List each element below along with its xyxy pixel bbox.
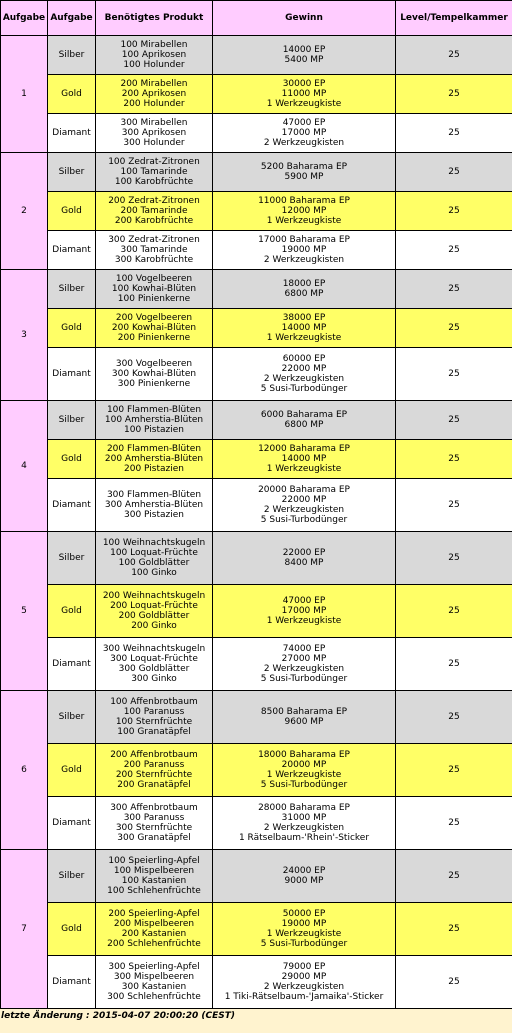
produkt-cell-line: 200 Zedrat-Zitronen	[108, 196, 200, 206]
gewinn-cell	[213, 638, 395, 690]
produkt-cell	[96, 348, 212, 400]
gewinn-cell-line: 38000 EP	[282, 313, 326, 323]
level-cell: 25	[396, 797, 512, 849]
gewinn-cell-line: 19000 MP	[281, 245, 327, 255]
gewinn-cell	[213, 401, 395, 439]
level-cell: 25	[396, 309, 512, 347]
produkt-cell	[96, 270, 212, 308]
produkt-cell-line: 300 Weihnachtskugeln	[102, 644, 206, 654]
produkt-cell-line: 100 Vogelbeeren	[115, 274, 193, 284]
produkt-cell	[96, 585, 212, 637]
tier-cell: Silber	[48, 153, 95, 191]
gewinn-cell-line: 27000 MP	[281, 654, 327, 664]
table-row	[1, 36, 512, 74]
gewinn-cell-line: 18000 Baharama EP	[258, 750, 350, 760]
produkt-cell-line: 200 Weihnachtskugeln	[102, 591, 206, 601]
produkt-cell	[96, 638, 212, 690]
gewinn-cell-line: 74000 EP	[282, 644, 326, 654]
produkt-cell-line: 100 Flammen-Blüten	[106, 405, 202, 415]
produkt-cell	[96, 956, 212, 1008]
gewinn-cell-line: 20000 MP	[281, 760, 327, 770]
gewinn-cell-line: 6800 MP	[284, 289, 324, 299]
gewinn-cell-line: 2 Werkzeugkisten	[263, 138, 345, 148]
gewinn-cell-line: 20000 Baharama EP	[258, 485, 350, 495]
table-row	[1, 638, 512, 690]
gewinn-cell-line: 22000 EP	[282, 548, 326, 558]
produkt-cell-line: 300 Granatäpfel	[117, 833, 191, 843]
produkt-cell-line: 200 Speierling-Apfel	[108, 909, 200, 919]
level-cell: 25	[396, 532, 512, 584]
gewinn-cell	[213, 309, 395, 347]
tier-cell: Gold	[48, 585, 95, 637]
produkt-cell-line: 200 Tamarinde	[120, 206, 188, 216]
level-cell: 25	[396, 114, 512, 152]
gewinn-cell-line: 5 Susi-Turbodünger	[260, 515, 348, 525]
produkt-cell-line: 100 Amherstia-Blüten	[104, 415, 204, 425]
produkt-cell-line: 300 Kastanien	[121, 982, 187, 992]
tier-cell: Silber	[48, 36, 95, 74]
level-cell: 25	[396, 585, 512, 637]
tier-cell: Silber	[48, 270, 95, 308]
gewinn-cell-line: 2 Werkzeugkisten	[263, 255, 345, 265]
table-row	[1, 691, 512, 743]
table-body	[1, 36, 512, 1008]
produkt-cell-line: 100 Schlehenfrüchte	[107, 886, 201, 896]
gewinn-cell-line: 14000 EP	[282, 45, 326, 55]
level-cell: 25	[396, 744, 512, 796]
gewinn-cell	[213, 850, 395, 902]
produkt-cell-line: 100 Mispelbeeren	[113, 866, 195, 876]
produkt-cell	[96, 36, 212, 74]
gewinn-cell-line: 47000 EP	[282, 118, 326, 128]
table-row	[1, 585, 512, 637]
gewinn-cell-line: 17000 Baharama EP	[258, 235, 350, 245]
gewinn-cell-line: 2 Werkzeugkisten	[263, 823, 345, 833]
tier-cell: Diamant	[48, 956, 95, 1008]
produkt-cell	[96, 114, 212, 152]
produkt-cell	[96, 532, 212, 584]
gewinn-cell-line: 8400 MP	[284, 558, 324, 568]
gewinn-cell-line: 5 Susi-Turbodünger	[260, 939, 348, 949]
produkt-cell-line: 100 Tamarinde	[120, 167, 188, 177]
produkt-cell	[96, 691, 212, 743]
gewinn-cell	[213, 797, 395, 849]
level-cell: 25	[396, 638, 512, 690]
gewinn-cell-line: 5900 MP	[284, 172, 324, 182]
produkt-cell	[96, 797, 212, 849]
gewinn-cell-line: 1 Rätselbaum-'Rhein'-Sticker	[238, 833, 370, 843]
produkt-cell-line: 200 Mispelbeeren	[113, 919, 195, 929]
gewinn-cell	[213, 691, 395, 743]
produkt-cell-line: 100 Karobfrüchte	[114, 177, 194, 187]
gewinn-cell	[213, 585, 395, 637]
gewinn-cell-line: 19000 MP	[281, 919, 327, 929]
table-row	[1, 440, 512, 478]
produkt-cell-line: 300 Ginko	[131, 674, 177, 684]
tier-cell: Diamant	[48, 479, 95, 531]
gewinn-cell-line: 6800 MP	[284, 420, 324, 430]
table-row	[1, 850, 512, 902]
produkt-cell-line: 300 Mispelbeeren	[113, 972, 195, 982]
tier-cell: Gold	[48, 744, 95, 796]
gewinn-cell-line: 17000 MP	[281, 606, 327, 616]
gewinn-cell-line: 1 Werkzeugkiste	[266, 333, 342, 343]
level-cell: 25	[396, 153, 512, 191]
level-cell: 25	[396, 401, 512, 439]
produkt-cell-line: 200 Pinienkerne	[117, 333, 191, 343]
gewinn-cell-line: 11000 Baharama EP	[258, 196, 350, 206]
header-aufgabe-tier: Aufgabe	[48, 1, 95, 35]
header-level: Level/Tempelkammer	[396, 1, 512, 35]
produkt-cell-line: 100 Loquat-Früchte	[110, 548, 198, 558]
table-row	[1, 75, 512, 113]
last-modified: letzte Änderung : 2015-04-07 20:00:20 (CEST)	[1, 1011, 235, 1021]
level-cell: 25	[396, 348, 512, 400]
tier-cell: Gold	[48, 192, 95, 230]
produkt-cell	[96, 744, 212, 796]
produkt-cell-line: 100 Speierling-Apfel	[108, 856, 200, 866]
produkt-cell-line: 300 Pistazien	[124, 510, 184, 520]
gewinn-cell-line: 79000 EP	[282, 962, 326, 972]
produkt-cell-line: 200 Flammen-Blüten	[106, 444, 202, 454]
tier-cell: Silber	[48, 532, 95, 584]
produkt-cell-line: 300 Pinienkerne	[117, 379, 191, 389]
gewinn-cell-line: 12000 Baharama EP	[258, 444, 350, 454]
header-gewinn: Gewinn	[213, 1, 395, 35]
gewinn-cell-line: 47000 EP	[282, 596, 326, 606]
produkt-cell-line: 100 Granatäpfel	[117, 727, 191, 737]
gewinn-cell	[213, 75, 395, 113]
gewinn-cell-line: 18000 EP	[282, 279, 326, 289]
gewinn-cell-line: 1 Werkzeugkiste	[266, 99, 342, 109]
gewinn-cell-line: 11000 MP	[281, 89, 327, 99]
header-row	[1, 1, 512, 35]
produkt-cell-line: 100 Pinienkerne	[117, 294, 191, 304]
tier-cell: Diamant	[48, 638, 95, 690]
header-produkt: Benötigtes Produkt	[96, 1, 212, 35]
gewinn-cell	[213, 956, 395, 1008]
gewinn-cell-line: 1 Werkzeugkiste	[266, 616, 342, 626]
gewinn-cell-line: 28000 Baharama EP	[258, 803, 350, 813]
level-cell: 25	[396, 75, 512, 113]
aufgabe-number: 6	[1, 691, 47, 849]
table-row	[1, 309, 512, 347]
produkt-cell-line: 300 Vogelbeeren	[115, 359, 193, 369]
produkt-cell-line: 200 Aprikosen	[121, 89, 187, 99]
produkt-cell-line: 100 Mirabellen	[120, 40, 188, 50]
gewinn-cell	[213, 231, 395, 269]
produkt-cell-line: 300 Kowhai-Blüten	[111, 369, 197, 379]
gewinn-cell	[213, 903, 395, 955]
produkt-cell-line: 300 Zedrat-Zitronen	[108, 235, 200, 245]
gewinn-cell-line: 8500 Baharama EP	[260, 707, 348, 717]
table-row	[1, 153, 512, 191]
gewinn-cell	[213, 348, 395, 400]
gewinn-cell-line: 1 Tiki-Rätselbaum-'Jamaika'-Sticker	[224, 992, 384, 1002]
gewinn-cell-line: 29000 MP	[281, 972, 327, 982]
level-cell: 25	[396, 479, 512, 531]
produkt-cell	[96, 192, 212, 230]
tier-cell: Diamant	[48, 114, 95, 152]
gewinn-cell	[213, 744, 395, 796]
table-row	[1, 956, 512, 1008]
level-cell: 25	[396, 36, 512, 74]
gewinn-cell	[213, 270, 395, 308]
gewinn-cell-line: 5200 Baharama EP	[260, 162, 348, 172]
produkt-cell-line: 200 Pistazien	[124, 464, 184, 474]
tier-cell: Silber	[48, 401, 95, 439]
produkt-cell	[96, 479, 212, 531]
produkt-cell-line: 300 Karobfrüchte	[114, 255, 194, 265]
table-row	[1, 532, 512, 584]
gewinn-cell-line: 2 Werkzeugkisten	[263, 505, 345, 515]
gewinn-cell-line: 6000 Baharama EP	[260, 410, 348, 420]
produkt-cell-line: 300 Aprikosen	[121, 128, 187, 138]
table-row	[1, 479, 512, 531]
gewinn-cell-line: 5 Susi-Turbodünger	[260, 674, 348, 684]
gewinn-cell-line: 1 Werkzeugkiste	[266, 464, 342, 474]
gewinn-cell-line: 1 Werkzeugkiste	[266, 770, 342, 780]
table-row	[1, 903, 512, 955]
produkt-cell-line: 100 Holunder	[123, 60, 185, 70]
produkt-cell	[96, 850, 212, 902]
gewinn-cell-line: 22000 MP	[281, 495, 327, 505]
gewinn-cell-line: 60000 EP	[282, 354, 326, 364]
produkt-cell-line: 300 Paranuss	[123, 813, 185, 823]
aufgabe-number: 4	[1, 401, 47, 531]
produkt-cell-line: 300 Tamarinde	[120, 245, 188, 255]
gewinn-cell-line: 30000 EP	[282, 79, 326, 89]
produkt-cell-line: 100 Sternfrüchte	[115, 717, 193, 727]
tier-cell: Diamant	[48, 797, 95, 849]
produkt-cell-line: 200 Kowhai-Blüten	[111, 323, 197, 333]
tier-cell: Diamant	[48, 231, 95, 269]
gewinn-cell	[213, 114, 395, 152]
gewinn-cell-line: 2 Werkzeugkisten	[263, 664, 345, 674]
level-cell: 25	[396, 956, 512, 1008]
gewinn-cell	[213, 153, 395, 191]
produkt-cell	[96, 231, 212, 269]
produkt-cell-line: 300 Goldblätter	[118, 664, 190, 674]
gewinn-cell-line: 5 Susi-Turbodünger	[260, 780, 348, 790]
tier-cell: Silber	[48, 850, 95, 902]
produkt-cell-line: 100 Ginko	[131, 568, 177, 578]
produkt-cell-line: 200 Sternfrüchte	[115, 770, 193, 780]
produkt-cell-line: 200 Kastanien	[121, 929, 187, 939]
table-row	[1, 231, 512, 269]
produkt-cell-line: 300 Flammen-Blüten	[106, 490, 202, 500]
produkt-cell-line: 100 Zedrat-Zitronen	[108, 157, 200, 167]
tier-cell: Gold	[48, 440, 95, 478]
table-row	[1, 401, 512, 439]
gewinn-cell-line: 2 Werkzeugkisten	[263, 982, 345, 992]
aufgabe-number: 5	[1, 532, 47, 690]
produkt-cell-line: 200 Paranuss	[123, 760, 185, 770]
produkt-cell-line: 200 Amherstia-Blüten	[104, 454, 204, 464]
produkt-cell-line: 100 Aprikosen	[121, 50, 187, 60]
gewinn-cell	[213, 479, 395, 531]
produkt-cell-line: 100 Weihnachtskugeln	[102, 538, 206, 548]
gewinn-cell-line: 9000 MP	[284, 876, 324, 886]
produkt-cell	[96, 153, 212, 191]
gewinn-cell-line: 14000 MP	[281, 323, 327, 333]
level-cell: 25	[396, 231, 512, 269]
produkt-cell	[96, 440, 212, 478]
produkt-cell-line: 300 Speierling-Apfel	[108, 962, 200, 972]
level-cell: 25	[396, 192, 512, 230]
produkt-cell-line: 300 Amherstia-Blüten	[104, 500, 204, 510]
produkt-cell	[96, 401, 212, 439]
gewinn-cell-line: 50000 EP	[282, 909, 326, 919]
gewinn-cell	[213, 192, 395, 230]
produkt-cell-line: 200 Ginko	[131, 621, 177, 631]
gewinn-cell	[213, 440, 395, 478]
table-row	[1, 348, 512, 400]
produkt-cell-line: 100 Kastanien	[121, 876, 187, 886]
level-cell: 25	[396, 440, 512, 478]
table-row	[1, 744, 512, 796]
gewinn-cell-line: 5400 MP	[284, 55, 324, 65]
gewinn-cell-line: 14000 MP	[281, 454, 327, 464]
gewinn-cell-line: 17000 MP	[281, 128, 327, 138]
produkt-cell-line: 200 Goldblätter	[118, 611, 190, 621]
produkt-cell-line: 200 Granatäpfel	[117, 780, 191, 790]
produkt-cell-line: 300 Affenbrotbaum	[110, 803, 198, 813]
produkt-cell-line: 200 Affenbrotbaum	[110, 750, 198, 760]
level-cell: 25	[396, 691, 512, 743]
produkt-cell-line: 300 Holunder	[123, 138, 185, 148]
gewinn-cell-line: 1 Werkzeugkiste	[266, 929, 342, 939]
gewinn-cell-line: 12000 MP	[281, 206, 327, 216]
gewinn-cell	[213, 36, 395, 74]
table-row	[1, 114, 512, 152]
gewinn-cell-line: 24000 EP	[282, 866, 326, 876]
table-row	[1, 270, 512, 308]
gewinn-cell	[213, 532, 395, 584]
produkt-cell-line: 200 Karobfrüchte	[114, 216, 194, 226]
produkt-cell-line: 100 Pistazien	[124, 425, 184, 435]
produkt-cell-line: 100 Paranuss	[123, 707, 185, 717]
tier-cell: Gold	[48, 75, 95, 113]
level-cell: 25	[396, 850, 512, 902]
tier-cell: Diamant	[48, 348, 95, 400]
produkt-cell-line: 100 Kowhai-Blüten	[111, 284, 197, 294]
produkt-cell	[96, 903, 212, 955]
produkt-cell-line: 200 Vogelbeeren	[115, 313, 193, 323]
produkt-cell-line: 200 Loquat-Früchte	[110, 601, 198, 611]
produkt-cell	[96, 309, 212, 347]
gewinn-cell-line: 1 Werkzeugkiste	[266, 216, 342, 226]
gewinn-cell-line: 31000 MP	[281, 813, 327, 823]
aufgabe-number: 1	[1, 36, 47, 152]
produkt-cell-line: 200 Mirabellen	[120, 79, 188, 89]
gewinn-cell-line: 22000 MP	[281, 364, 327, 374]
table-row	[1, 192, 512, 230]
tier-cell: Gold	[48, 309, 95, 347]
aufgabe-number: 3	[1, 270, 47, 400]
header-aufgabe-nr: Aufgabe	[1, 1, 47, 35]
produkt-cell-line: 200 Holunder	[123, 99, 185, 109]
tier-cell: Gold	[48, 903, 95, 955]
produkt-cell-line: 300 Loquat-Früchte	[110, 654, 198, 664]
gewinn-cell-line: 5 Susi-Turbodünger	[260, 384, 348, 394]
tier-cell: Silber	[48, 691, 95, 743]
produkt-cell-line: 100 Goldblätter	[118, 558, 190, 568]
produkt-cell-line: 200 Schlehenfrüchte	[107, 939, 201, 949]
produkt-cell-line: 300 Sternfrüchte	[115, 823, 193, 833]
gewinn-cell-line: 2 Werkzeugkisten	[263, 374, 345, 384]
produkt-cell-line: 300 Schlehenfrüchte	[107, 992, 201, 1002]
produkt-cell	[96, 75, 212, 113]
aufgabe-number: 2	[1, 153, 47, 269]
gewinn-cell-line: 9600 MP	[284, 717, 324, 727]
produkt-cell-line: 300 Mirabellen	[120, 118, 188, 128]
produkt-cell-line: 100 Affenbrotbaum	[110, 697, 198, 707]
level-cell: 25	[396, 270, 512, 308]
level-cell: 25	[396, 903, 512, 955]
table-row	[1, 797, 512, 849]
aufgabe-number: 7	[1, 850, 47, 1008]
